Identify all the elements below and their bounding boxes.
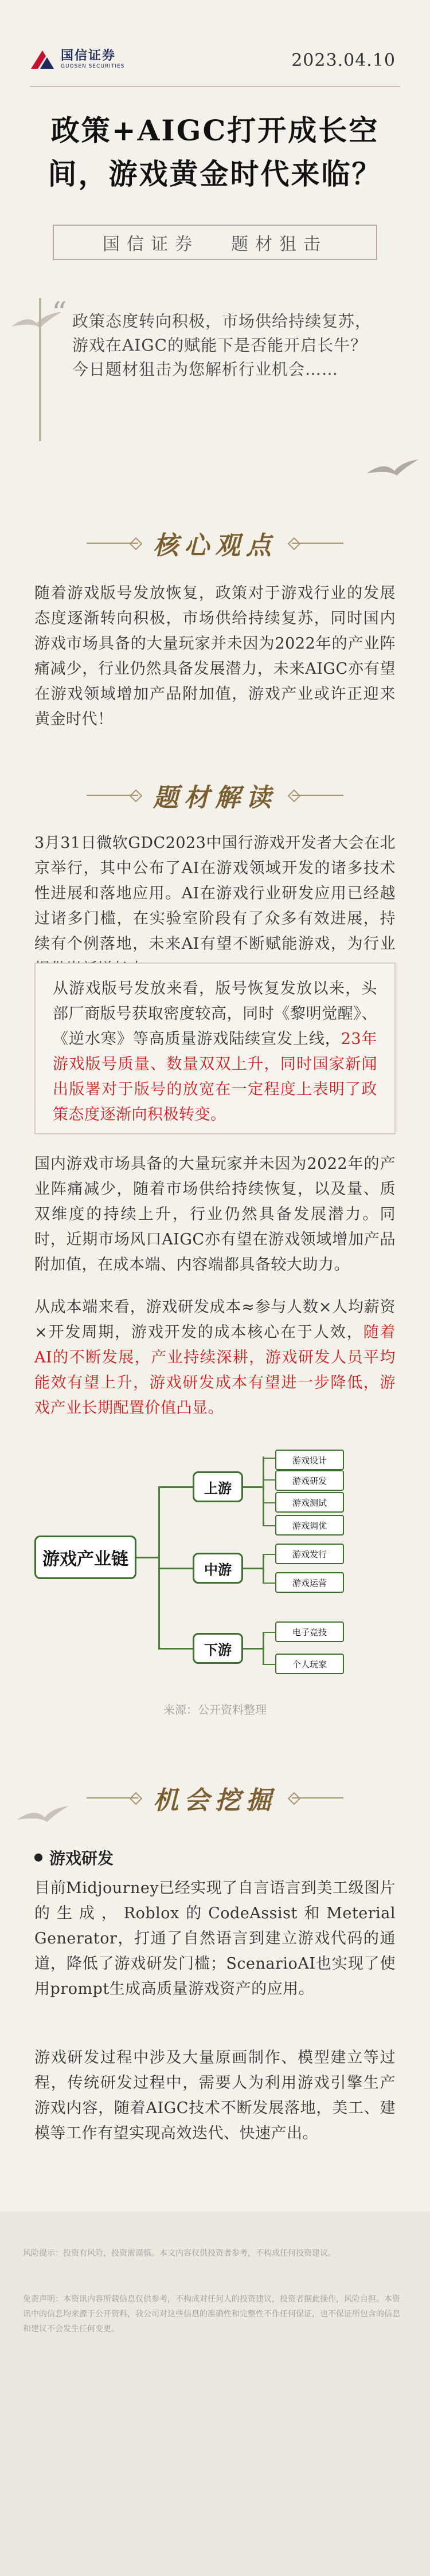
subject-bar [53, 225, 377, 260]
section-title: 机会挖掘 [153, 1786, 277, 1815]
section-heading-core [72, 516, 358, 571]
section-title: 题材解读 [153, 783, 277, 812]
intro-quote [39, 298, 391, 441]
chain-upstream-node: 上游 [193, 1471, 243, 1502]
analysis-paragraph-2 [34, 963, 396, 1134]
highlight-text: 随着AI的不断发展，产业持续深耕，游戏研发人员平均能效有望上升，游戏研发成本有望进一步降低，游戏产业长期配置价值凸显。 [34, 1324, 396, 1417]
section-title: 核心观点 [153, 531, 277, 560]
brand-logo [30, 48, 179, 71]
bullet-icon [34, 1854, 42, 1862]
disclaimer-text: 免责声明：本资讯内容所载信息仅供参考，不构成对任何人的投资建议，投资者据此操作，风险自担。本资讯中的信息均来源于公开资料，我公司对这些信息的准确性和完整性不作任何保证，也不保证所包含的信息和建议不会发生任何变更。 [23, 2295, 400, 2334]
chain-connector [136, 1557, 159, 1558]
title-line-2: 间，游戏黄金时代来临？ [48, 157, 382, 191]
chain-leaf-game-test: 游戏测试 [275, 1492, 344, 1513]
chain-connector [243, 1486, 264, 1488]
quote-text: 政策态度转向积极，市场供给持续复苏，游戏在AIGC的赋能下是否能开启长牛？今日题材狙击为您解析行业机会…… [72, 312, 372, 379]
chain-connector [263, 1554, 275, 1555]
chain-connector [263, 1632, 275, 1633]
opportunity-paragraph-1: 目前Midjourney已经实现了自言语言到美工级图片的生成，Roblox的CodeAssist和Meterial Generator，打通了自然语言到建立游戏代码的通道，降低了游戏研发门槛；ScenarioAI也实现了使用prompt生成高质量游戏资产的应用。 [34, 1879, 396, 1998]
section-heading-opportunity [72, 1770, 358, 1825]
subject-bar-org: 国信证券 [103, 234, 199, 254]
disclaimer-footer [0, 2212, 430, 2576]
logo-name-en: GUOSEN SECURITIES [61, 64, 125, 69]
analysis-text: 从成本端来看，游戏研发成本≈参与人数×人均薪资×开发周期，游戏开发的成本核心在于人效， [34, 1298, 396, 1341]
quote-bar [39, 298, 41, 441]
chain-connector [263, 1664, 275, 1665]
chain-leaf-players: 个人玩家 [275, 1654, 344, 1674]
chain-connector [263, 1582, 275, 1584]
page-title [30, 109, 400, 196]
analysis-paragraph-4 [34, 1295, 396, 1421]
chain-connector [263, 1479, 275, 1481]
quote-mark-icon: “ [52, 296, 67, 331]
bullet-label: 游戏研发 [49, 1849, 114, 1868]
chain-leaf-game-dev: 游戏研发 [275, 1470, 344, 1491]
chain-connector [263, 1456, 264, 1526]
highlight-text: 23年游戏版号质量、数量双双上升，同时国家新闻出版署对于版号的放宽在一定程度上表明了政策态度逐渐向积极转变。 [53, 1030, 378, 1124]
bird-decoration-icon [367, 458, 419, 481]
figure-caption: 来源：公开资料整理 [163, 1703, 267, 1717]
core-view-paragraph: 随着游戏版号发放恢复，政策对于游戏行业的发展态度逐渐转向积极，市场供给持续复苏，同时国内游戏市场具备的大量玩家并未因为2022年的产业阵痛减少，行业仍然具备发展潜力，未来AIGC亦有望在游戏领域增加产品附加值，游戏产业或许正迎来黄金时代！ [34, 584, 396, 728]
chain-connector [243, 1568, 264, 1569]
chain-leaf-publishing: 游戏发行 [275, 1544, 344, 1564]
risk-warning: 风险提示：投资有风险，投资需谨慎。本文内容仅供投资者参考，不构成任何投资建议。 [23, 2249, 336, 2258]
title-line-1: 政策+AIGC打开成长空 [50, 113, 380, 147]
chain-leaf-operations: 游戏运营 [275, 1572, 344, 1593]
chain-connector [158, 1568, 193, 1569]
analysis-text: 从游戏版号发放来看，版号恢复发放以来，头部厂商版号获取密度较高，同时《黎明觉醒》、《逆水寒》等高质量游戏陆续宣发上线， [53, 980, 377, 1048]
chain-connector [243, 1648, 264, 1650]
section-heading-analysis [72, 768, 358, 823]
header-divider [30, 86, 400, 87]
analysis-paragraph-1: 3月31日微软GDC2023中国行游戏开发者大会在北京举行，其中公布了AI在游戏领域开发的诸多技术性进展和落地应用。AI在游戏行业研发应用已经越过诸多门槛，在实验室阶段有了众多有效进展，持续有个例落地，未来AI有望不断赋能游戏，为行业 [34, 834, 396, 953]
industry-chain-diagram [23, 1450, 407, 1690]
chain-connector [263, 1525, 275, 1526]
publish-date: 2023.04.10 [291, 50, 396, 70]
chain-midstream-node: 中游 [193, 1553, 243, 1584]
chain-leaf-game-design: 游戏设计 [275, 1450, 344, 1470]
chain-leaf-game-tuning: 游戏调优 [275, 1515, 344, 1536]
analysis-paragraph-3: 国内游戏市场具备的大量玩家并未因为2022年的产业阵痛减少，随着市场供给持续恢复，以及量、质双维度的持续上升，行业仍然具备发展潜力。同时，近期市场风口AIGC亦有望在游戏领域增加产品附加值，在成本端、内容端都具备较大助力。 [34, 1155, 396, 1274]
chain-connector [263, 1632, 264, 1665]
logo-name-cn: 国信证券 [61, 49, 116, 63]
bird-decoration-icon [17, 1805, 69, 1828]
chain-connector [263, 1458, 275, 1459]
chain-connector [158, 1486, 193, 1488]
chain-connector [158, 1648, 193, 1650]
opportunity-paragraph-2: 游戏研发过程中涉及大量原画制作、模型建立等过程，传统研发过程中，需要人为利用游戏引擎生产游戏内容，随着AIGC技术不断发展落地，美工、建模等工作有望实现高效迭代、快速产出。 [34, 2049, 396, 2142]
chain-leaf-esports: 电子竞技 [275, 1621, 344, 1642]
subject-bar-column: 题材狙击 [231, 234, 327, 254]
chain-connector [263, 1554, 264, 1584]
chain-connector [263, 1502, 275, 1503]
logo-mark-icon [30, 49, 55, 70]
chain-main-node: 游戏产业链 [34, 1536, 136, 1579]
bullet-heading [34, 1846, 114, 1869]
chain-downstream-node: 下游 [193, 1633, 243, 1664]
